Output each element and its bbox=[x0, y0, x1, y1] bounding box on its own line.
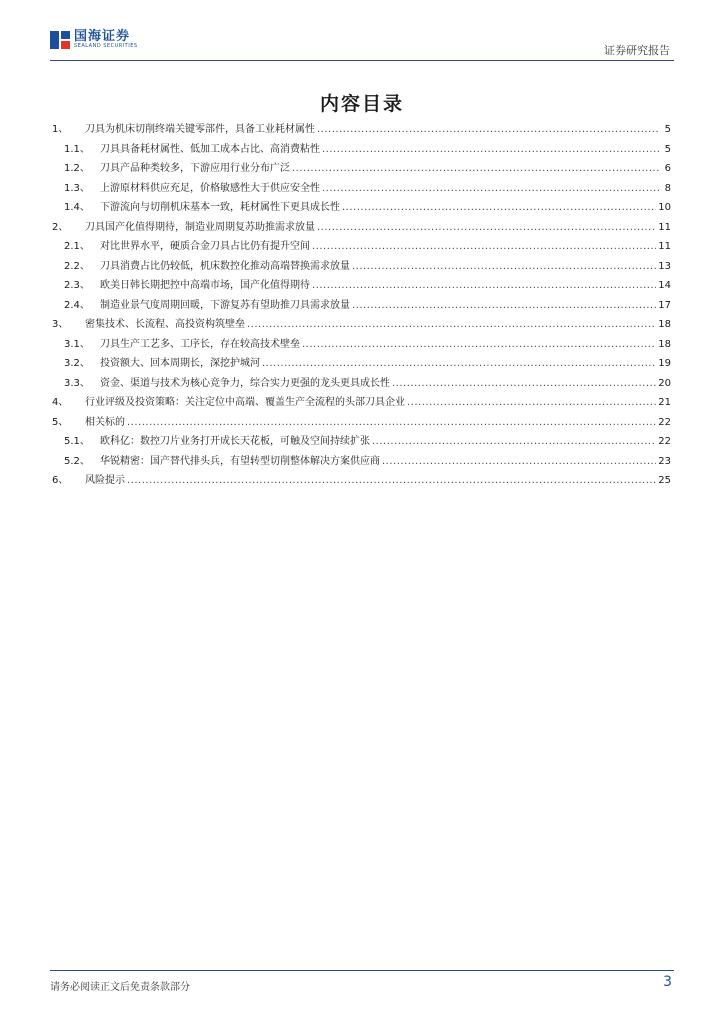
toc-entry-title: 刀具消费占比仍较低，机床数控化推动高端替换需求放量 bbox=[100, 260, 350, 272]
toc-entry[interactable] bbox=[52, 218, 671, 238]
toc-entry-title: 下游流向与切削机床基本一致，耗材属性下更具成长性 bbox=[100, 202, 340, 213]
toc-entry-page: 6 bbox=[664, 163, 671, 174]
toc-entry-number: 2.1、 bbox=[64, 241, 90, 252]
toc-entry-number: 2.4、 bbox=[64, 299, 90, 311]
toc-entry[interactable] bbox=[52, 335, 671, 355]
toc-entry-page: 22 bbox=[658, 416, 671, 428]
toc-entry-number: 2.3、 bbox=[64, 280, 90, 291]
toc-entry-title: 制造业景气度周期回暖，下游复苏有望助推刀具需求放量 bbox=[100, 299, 350, 311]
toc-entry-number: 3.3、 bbox=[64, 377, 90, 389]
toc-entry-page: 18 bbox=[658, 319, 671, 330]
toc-leader-dots bbox=[382, 452, 656, 472]
page-footer bbox=[50, 970, 674, 995]
toc-entry-number: 5、 bbox=[52, 416, 69, 428]
toc-leader-dots bbox=[312, 237, 656, 257]
toc-entry-page: 19 bbox=[658, 358, 671, 369]
toc-leader-dots bbox=[292, 159, 659, 179]
toc-entry[interactable] bbox=[52, 140, 671, 160]
toc-entry-title: 刀具国产化值得期待，制造业周期复苏助推需求放量 bbox=[85, 221, 315, 233]
toc-entry-title: 上游原材料供应充足，价格敏感性大于供应安全性 bbox=[100, 182, 320, 194]
toc-entry-page: 5 bbox=[664, 143, 671, 155]
toc-leader-dots bbox=[312, 276, 656, 296]
toc-entry[interactable] bbox=[52, 315, 671, 335]
toc-title: 内容目录 bbox=[319, 93, 404, 115]
toc-entry-number: 1.3、 bbox=[64, 182, 90, 194]
toc-entry-title: 刀具为机床切削终端关键零部件，具备工业耗材属性 bbox=[85, 124, 315, 135]
toc-entry-title: 风险提示 bbox=[85, 475, 125, 486]
toc-entry-page: 22 bbox=[658, 436, 671, 447]
toc-entry-title: 欧美日韩长期把控中高端市场，国产化值得期待 bbox=[100, 280, 310, 291]
toc-entry-number: 1.2、 bbox=[64, 163, 90, 174]
toc-leader-dots bbox=[302, 335, 656, 355]
toc-entry-title: 资金、渠道与技术为核心竞争力，综合实力更强的龙头更具成长性 bbox=[100, 377, 390, 389]
company-logo bbox=[50, 30, 138, 49]
toc-entry-title: 刀具生产工艺多、工序长，存在较高技术壁垒 bbox=[100, 338, 300, 350]
toc-entry[interactable] bbox=[52, 432, 671, 452]
toc-leader-dots bbox=[372, 432, 656, 452]
toc-entry-title: 欧科亿：数控刀片业务打开成长天花板，可触及空间持续扩张 bbox=[100, 436, 370, 447]
toc-entry-page: 10 bbox=[658, 202, 671, 213]
toc-entry[interactable] bbox=[52, 413, 671, 433]
toc-leader-dots bbox=[342, 198, 656, 218]
toc-entry[interactable] bbox=[52, 354, 671, 374]
toc-entry[interactable] bbox=[52, 120, 671, 140]
toc-entry-title: 刀具具备耗材属性、低加工成本占比、高消费粘性 bbox=[100, 143, 320, 155]
toc-leader-dots bbox=[127, 413, 656, 433]
toc-leader-dots bbox=[317, 120, 659, 140]
toc-entry-page: 11 bbox=[658, 241, 671, 252]
toc-entry-page: 18 bbox=[658, 338, 671, 350]
toc-entry-number: 1、 bbox=[52, 124, 69, 135]
toc-entry-page: 5 bbox=[664, 124, 671, 135]
disclaimer-note: 请务必阅读正文后免责条款部分 bbox=[50, 982, 190, 993]
toc-entry-title: 密集技术、长流程、高投资构筑壁垒 bbox=[85, 319, 245, 330]
toc-entry-page: 13 bbox=[658, 260, 671, 272]
toc-entry[interactable] bbox=[52, 452, 671, 472]
toc-entry-page: 25 bbox=[658, 475, 671, 486]
toc-entry-number: 5.2、 bbox=[64, 455, 90, 467]
toc-entry-number: 2、 bbox=[52, 221, 69, 233]
toc-entry[interactable] bbox=[52, 374, 671, 394]
report-type: 证券研究报告 bbox=[604, 44, 670, 57]
toc-entry[interactable] bbox=[52, 237, 671, 257]
toc-entry-title: 华锐精密：国产替代排头兵，有望转型切削整体解决方案供应商 bbox=[100, 455, 380, 467]
toc-leader-dots bbox=[352, 257, 656, 277]
toc-entry-number: 1.1、 bbox=[64, 143, 90, 155]
toc-entry-page: 23 bbox=[658, 455, 671, 467]
toc-entry-page: 17 bbox=[658, 299, 671, 311]
toc-leader-dots bbox=[247, 315, 656, 335]
logo-name-en: SEALAND SECURITIES bbox=[74, 43, 138, 49]
toc-leader-dots bbox=[407, 393, 656, 413]
toc-entry-number: 2.2、 bbox=[64, 260, 90, 272]
toc-leader-dots bbox=[322, 179, 659, 199]
toc-entry-title: 对比世界水平，硬质合金刀具占比仍有提升空间 bbox=[100, 241, 310, 252]
toc-leader-dots bbox=[352, 296, 656, 316]
toc-entry-page: 14 bbox=[658, 280, 671, 291]
toc-entry-page: 11 bbox=[658, 221, 671, 233]
logo-mark-icon bbox=[50, 31, 70, 49]
toc-entry-number: 3、 bbox=[52, 319, 69, 330]
toc-entry[interactable] bbox=[52, 276, 671, 296]
toc-entry-number: 3.1、 bbox=[64, 338, 90, 350]
toc-entry-page: 21 bbox=[658, 397, 671, 408]
toc-entry[interactable] bbox=[52, 159, 671, 179]
toc-entry[interactable] bbox=[52, 393, 671, 413]
toc-leader-dots bbox=[127, 471, 656, 491]
toc-entry-page: 20 bbox=[658, 377, 671, 389]
toc-entry-title: 相关标的 bbox=[85, 416, 125, 428]
toc-entry[interactable] bbox=[52, 179, 671, 199]
toc-entry[interactable] bbox=[52, 257, 671, 277]
toc-entry[interactable] bbox=[52, 471, 671, 491]
toc-entry-title: 刀具产品种类较多，下游应用行业分布广泛 bbox=[100, 163, 290, 174]
toc-entry-number: 1.4、 bbox=[64, 202, 90, 213]
page-number: 3 bbox=[663, 974, 672, 990]
toc-entry[interactable] bbox=[52, 198, 671, 218]
toc-entry-number: 4、 bbox=[52, 397, 69, 408]
toc-leader-dots bbox=[392, 374, 656, 394]
toc-entry-page: 8 bbox=[664, 182, 671, 194]
page-header bbox=[50, 28, 674, 61]
toc-entry[interactable] bbox=[52, 296, 671, 316]
toc-leader-dots bbox=[317, 218, 656, 238]
toc-leader-dots bbox=[322, 140, 659, 160]
toc-entry-title: 投资额大、回本周期长，深挖护城河 bbox=[100, 358, 260, 369]
toc-entry-title: 行业评级及投资策略：关注定位中高端、覆盖生产全流程的头部刀具企业 bbox=[85, 397, 405, 408]
logo-name-cn: 国海证券 bbox=[74, 29, 131, 44]
toc-entry-number: 6、 bbox=[52, 475, 69, 486]
toc-entry-number: 3.2、 bbox=[64, 358, 90, 369]
table-of-contents bbox=[52, 120, 671, 491]
toc-leader-dots bbox=[262, 354, 656, 374]
toc-entry-number: 5.1、 bbox=[64, 436, 90, 447]
